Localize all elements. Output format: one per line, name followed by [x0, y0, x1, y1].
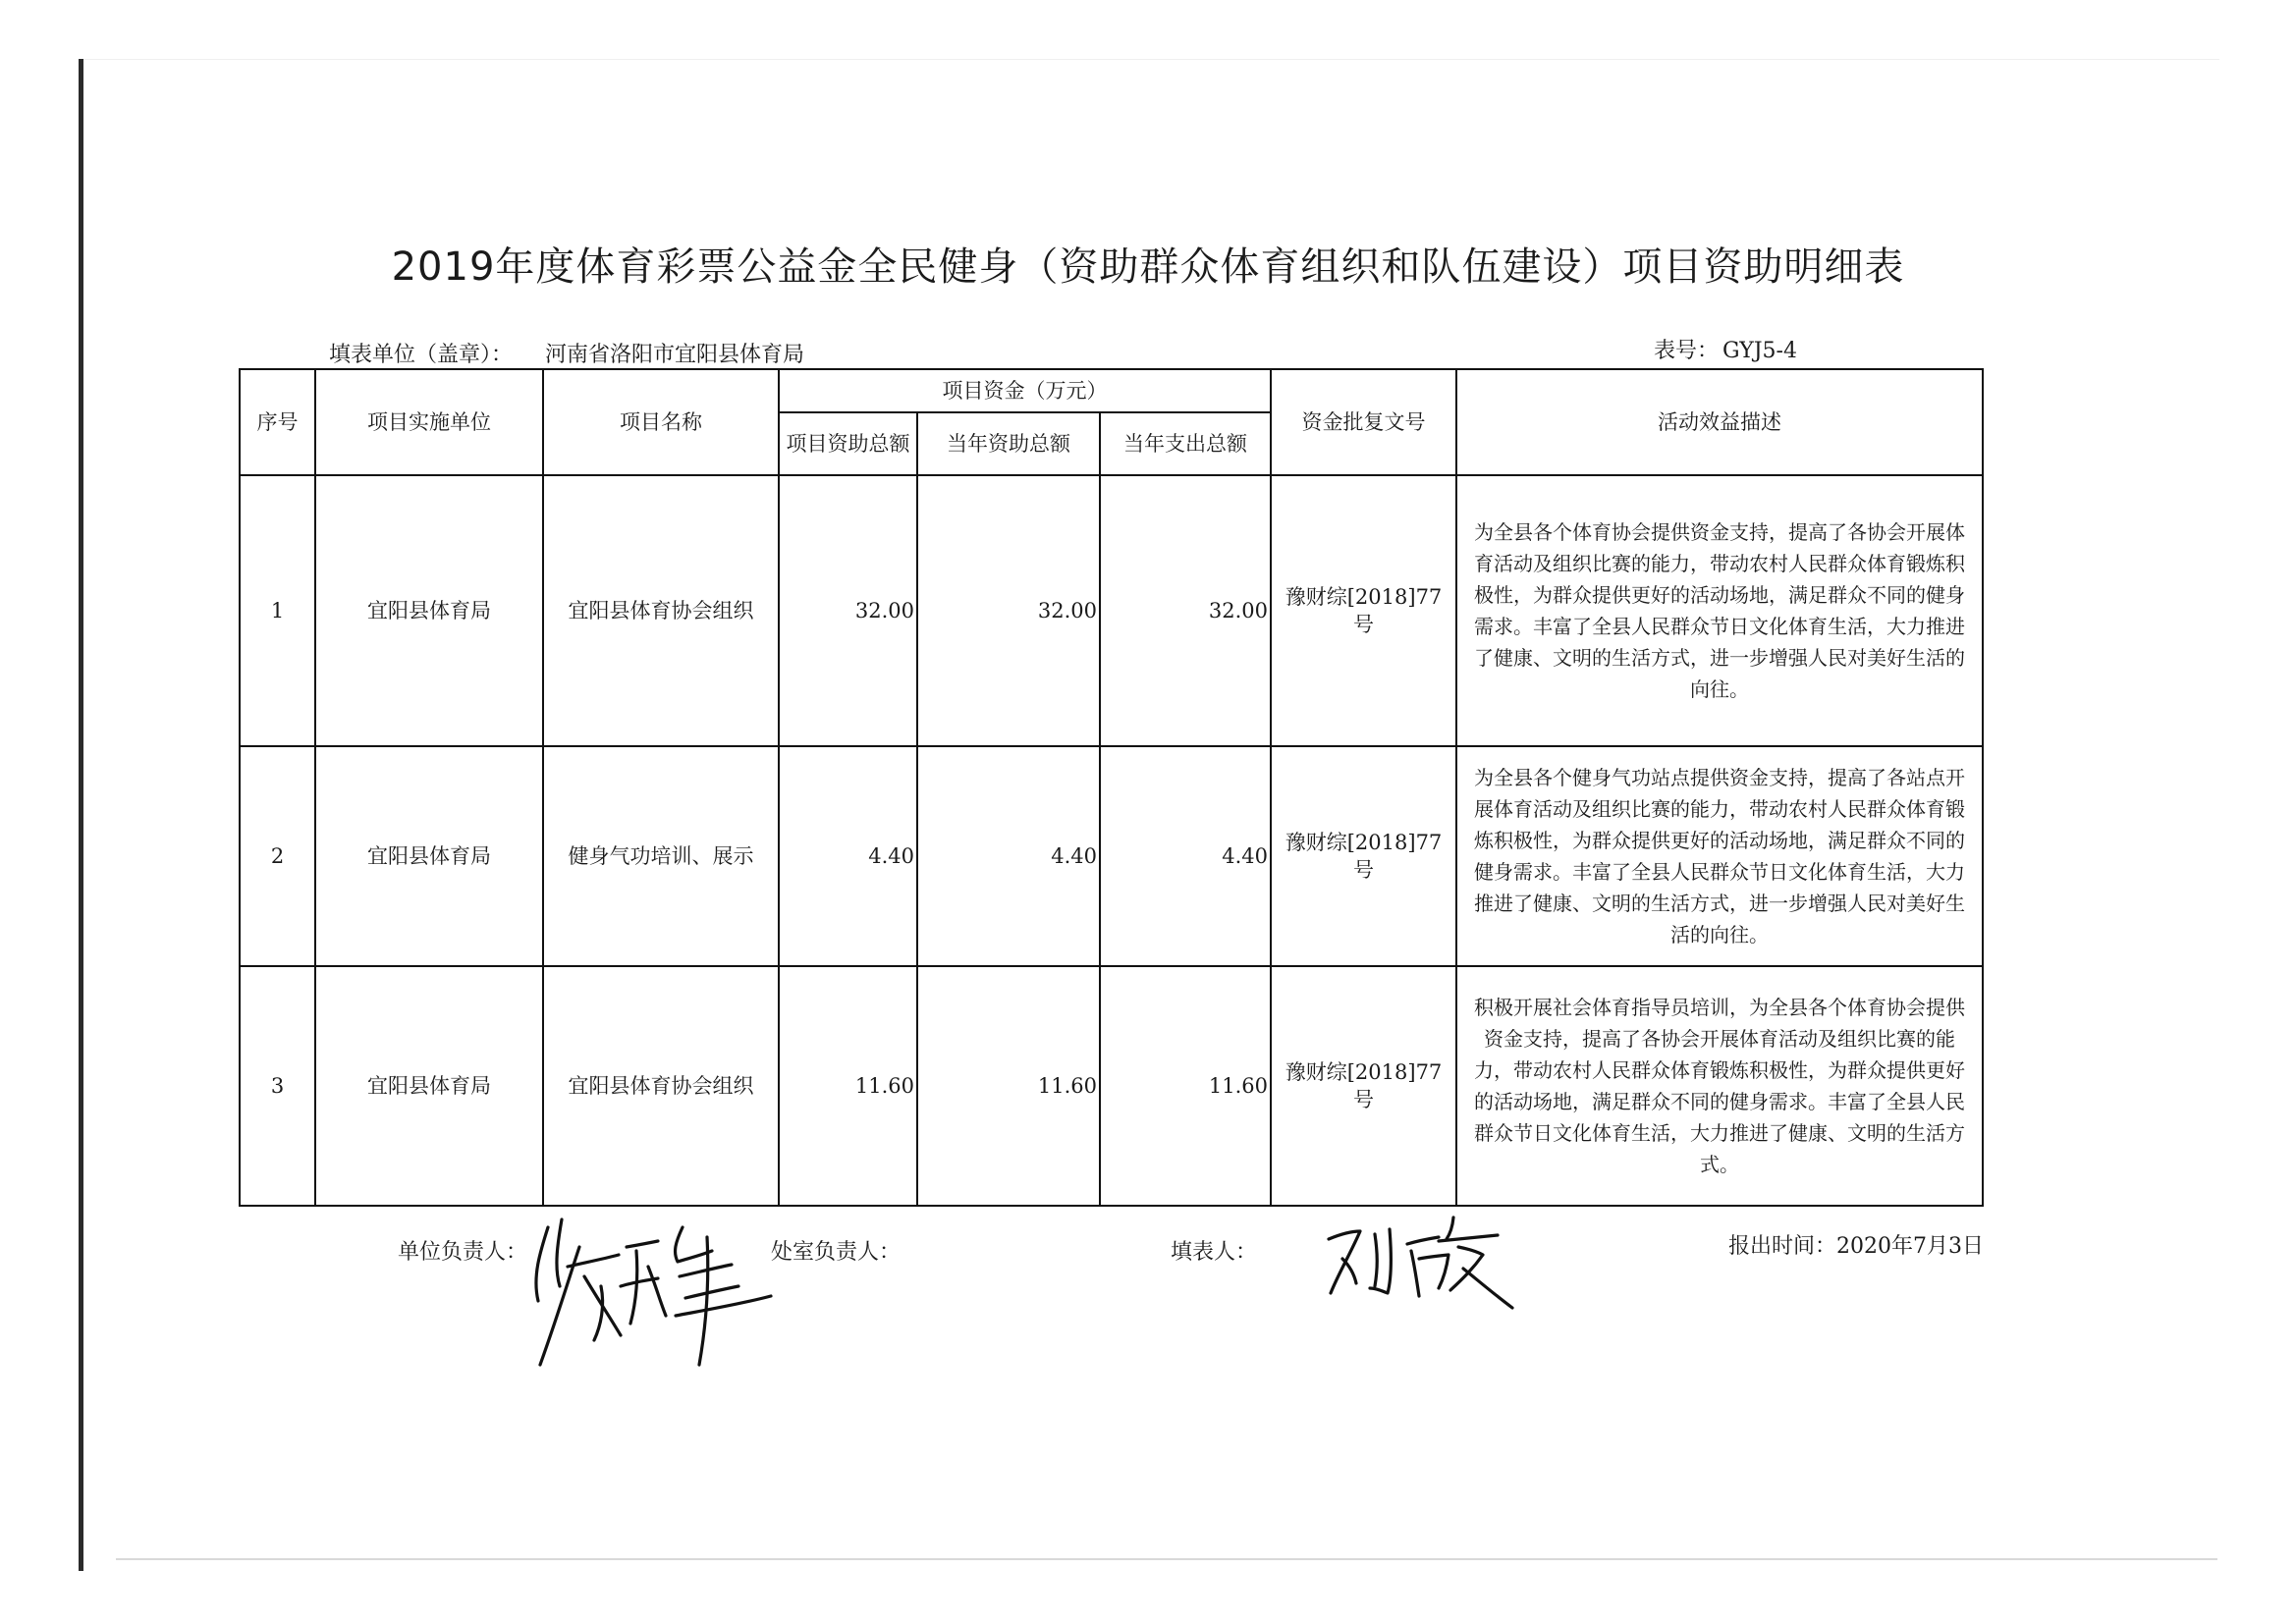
- form-number-value: GYJ5-4: [1722, 339, 1797, 363]
- cell-approval-doc: 豫财综[2018]77号: [1271, 475, 1456, 746]
- cell-benefit: 为全县各个健身气功站点提供资金支持，提高了各站点开展体育活动及组织比赛的能力，带动农村人民群众体育锻炼积极性，为群众提供更好的活动场地，满足群众不同的健身需求。丰富了全县人民群众节日文化体育生活，大力推进了健康、文明的生活方式，进一步增强人民对美好生活的向往。: [1456, 746, 1983, 966]
- unit-head-signature: [511, 1208, 786, 1384]
- filler-unit-label: 填表单位（盖章）：: [329, 343, 514, 367]
- cell-unit: 宜阳县体育局: [315, 966, 543, 1206]
- header-seq: 序号: [240, 369, 315, 475]
- header-approval-doc: 资金批复文号: [1271, 369, 1456, 475]
- cell-name: 健身气功培训、展示: [543, 746, 779, 966]
- cell-approval-doc: 豫财综[2018]77号: [1271, 746, 1456, 966]
- scan-edge-top: [83, 59, 2219, 60]
- cell-funds-total: 32.00: [779, 475, 917, 746]
- table-row: [240, 746, 1983, 966]
- scan-edge-bottom: [116, 1558, 2217, 1560]
- cell-seq: 3: [240, 966, 315, 1206]
- cell-funds-total: 4.40: [779, 746, 917, 966]
- unit-head-label: 单位负责人：: [398, 1240, 528, 1265]
- cell-approval-doc: 豫财综[2018]77号: [1271, 966, 1456, 1206]
- cell-year-spending: 4.40: [1100, 746, 1271, 966]
- table-row: [240, 966, 1983, 1206]
- table-row: [240, 475, 1983, 746]
- cell-seq: 1: [240, 475, 315, 746]
- page-title: 2019年度体育彩票公益金全民健身（资助群众体育组织和队伍建设）项目资助明细表: [391, 244, 1905, 290]
- cell-unit: 宜阳县体育局: [315, 746, 543, 966]
- header-benefit: 活动效益描述: [1456, 369, 1983, 475]
- header-funds-total: 项目资助总额: [779, 412, 917, 475]
- header-funds-group: 项目资金（万元）: [779, 369, 1271, 412]
- filler-signature: [1321, 1210, 1517, 1318]
- cell-name: 宜阳县体育协会组织: [543, 966, 779, 1206]
- cell-year-spending: 32.00: [1100, 475, 1271, 746]
- header-year-spending: 当年支出总额: [1100, 412, 1271, 475]
- form-number: [1650, 334, 1797, 364]
- cell-name: 宜阳县体育协会组织: [543, 475, 779, 746]
- cell-year-spending: 11.60: [1100, 966, 1271, 1206]
- cell-seq: 2: [240, 746, 315, 966]
- office-head-label: 处室负责人：: [771, 1240, 902, 1265]
- header-year-funding: 当年资助总额: [917, 412, 1100, 475]
- cell-year-funding: 32.00: [917, 475, 1100, 746]
- cell-unit: 宜阳县体育局: [315, 475, 543, 746]
- cell-funds-total: 11.60: [779, 966, 917, 1206]
- cell-benefit: 积极开展社会体育指导员培训，为全县各个体育协会提供资金支持，提高了各协会开展体育活动及组织比赛的能力，带动农村人民群众体育锻炼积极性，为群众提供更好的活动场地，满足群众不同的健身需求。丰富了全县人民群众节日文化体育生活，大力推进了健康、文明的生活方式。: [1456, 966, 1983, 1206]
- report-date: 报出时间：2020年7月3日: [1728, 1234, 1984, 1259]
- filler-label: 填表人：: [1171, 1240, 1258, 1265]
- filler-unit-value: 河南省洛阳市宜阳县体育局: [545, 343, 805, 367]
- cell-year-funding: 11.60: [917, 966, 1100, 1206]
- header-name: 项目名称: [543, 369, 779, 475]
- cell-year-funding: 4.40: [917, 746, 1100, 966]
- cell-benefit: 为全县各个体育协会提供资金支持，提高了各协会开展体育活动及组织比赛的能力，带动农村人民群众体育锻炼积极性，为群众提供更好的活动场地，满足群众不同的健身需求。丰富了全县人民群众节日文化体育生活，大力推进了健康、文明的生活方式，进一步增强人民对美好生活的向往。: [1456, 475, 1983, 746]
- funding-table: [239, 368, 1984, 1207]
- form-number-label: 表号：: [1654, 339, 1720, 363]
- header-unit: 项目实施单位: [315, 369, 543, 475]
